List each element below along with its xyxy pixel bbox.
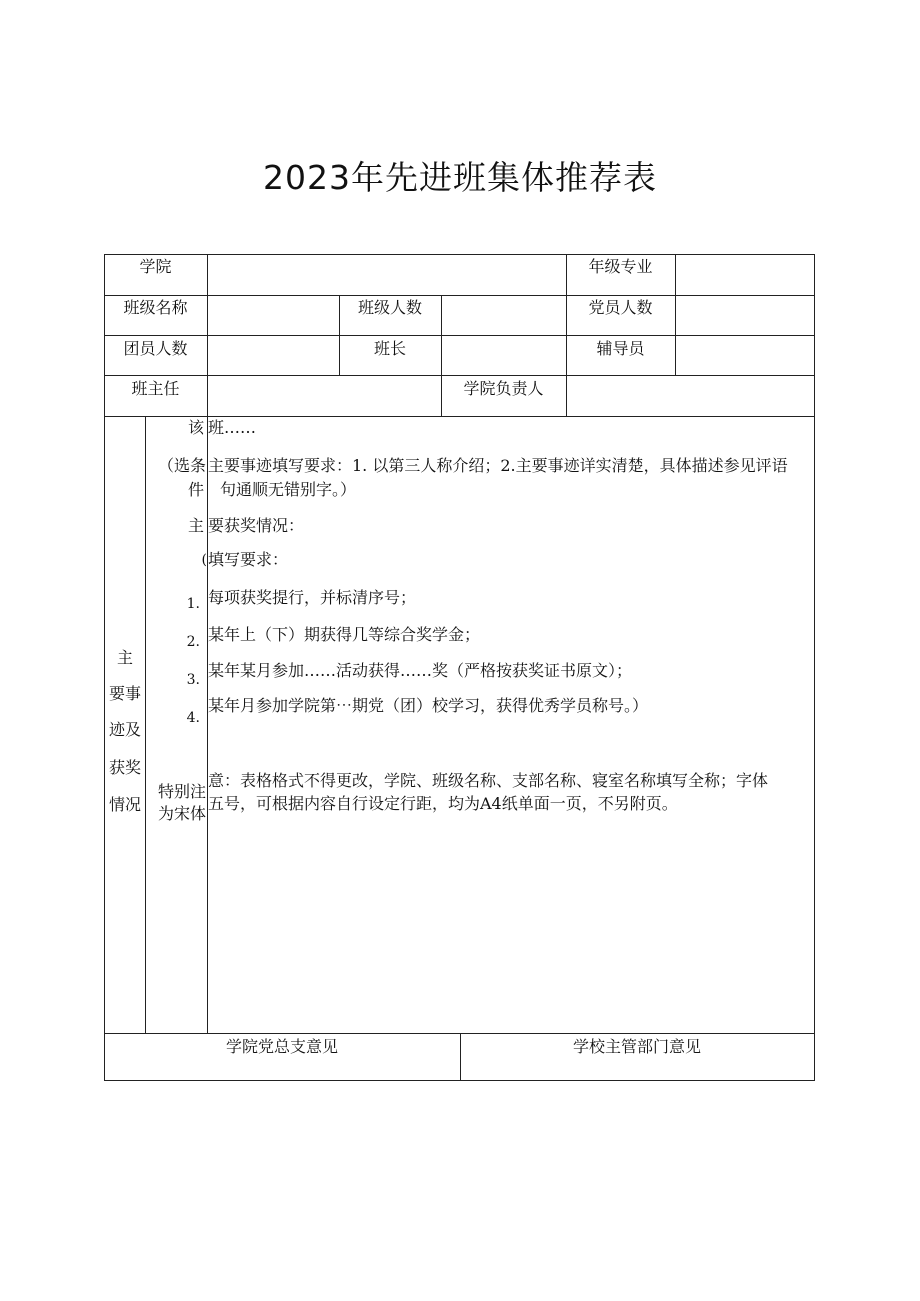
gutter-text: 特别注 bbox=[157, 782, 206, 801]
list-number: 2. bbox=[186, 634, 200, 650]
counselor-input[interactable] bbox=[676, 336, 814, 375]
table-border-bottom bbox=[104, 1080, 815, 1081]
head-teacher-input[interactable] bbox=[208, 376, 441, 416]
gutter-text: 主 bbox=[187, 516, 204, 535]
body-text: 填写要求： bbox=[208, 550, 289, 569]
main-deeds-label-line: 要事 bbox=[108, 684, 141, 703]
list-number: 4. bbox=[186, 710, 200, 726]
main-deeds-label-line: 情况 bbox=[108, 795, 141, 814]
gutter-text: （选条 bbox=[157, 456, 206, 475]
main-deeds-label-line: 迹及 bbox=[108, 720, 141, 739]
main-deeds-content[interactable] bbox=[208, 417, 814, 1033]
list-number: 1. bbox=[186, 596, 200, 612]
body-text: 班…… bbox=[208, 418, 257, 437]
class-name-label: 班级名称 bbox=[123, 298, 188, 317]
monitor-input[interactable] bbox=[442, 336, 566, 375]
gutter-text: 为宋体 bbox=[157, 804, 206, 823]
body-text: 句通顺无错别字。） bbox=[220, 480, 357, 499]
college-input[interactable] bbox=[208, 255, 566, 295]
list-item: 每项获奖提行，并标清序号； bbox=[208, 588, 417, 607]
monitor-label: 班长 bbox=[373, 339, 406, 358]
class-name-input[interactable] bbox=[208, 296, 339, 335]
page-title: 2023年先进班集体推荐表 bbox=[263, 158, 657, 197]
main-deeds-label-line: 获奖 bbox=[108, 758, 141, 777]
main-deeds-label-line: 主 bbox=[116, 648, 133, 667]
note-text: 意：表格格式不得更改，学院、班级名称、支部名称、寝室名称填写全称；字体 bbox=[208, 771, 769, 790]
note-text: 五号，可根据内容自行设定行距，均为A4纸单面一页，不另附页。 bbox=[208, 794, 678, 813]
list-item: 某年某月参加……活动获得……奖（严格按获奖证书原文）； bbox=[208, 661, 633, 680]
list-item: 某年月参加学院第⋯期党（团）校学习，获得优秀学员称号。） bbox=[208, 696, 649, 715]
counselor-label: 辅导员 bbox=[596, 339, 645, 358]
class-size-input[interactable] bbox=[442, 296, 566, 335]
gutter-text: 件 bbox=[187, 480, 204, 499]
gutter-text: ( bbox=[201, 552, 207, 568]
body-text: 主要事迹填写要求：1. 以第三人称介绍；2.主要事迹详实清楚，具体描述参见评语 bbox=[208, 456, 788, 475]
grade-major-input[interactable] bbox=[676, 255, 814, 295]
school-dept-opinion-label: 学校主管部门意见 bbox=[572, 1037, 701, 1056]
college-leader-input[interactable] bbox=[567, 376, 814, 416]
list-number: 3. bbox=[186, 672, 200, 688]
body-text: 要获奖情况： bbox=[208, 516, 305, 535]
table-border-right bbox=[814, 254, 815, 1081]
class-size-label: 班级人数 bbox=[357, 298, 422, 317]
college-leader-label: 学院负责人 bbox=[463, 379, 544, 398]
list-item: 某年上（下）期获得几等综合奖学金； bbox=[208, 625, 481, 644]
college-party-opinion-label: 学院党总支意见 bbox=[225, 1037, 338, 1056]
gutter-text: 该 bbox=[187, 418, 204, 437]
grade-major-label: 年级专业 bbox=[588, 257, 653, 276]
party-members-input[interactable] bbox=[676, 296, 814, 335]
head-teacher-label: 班主任 bbox=[131, 379, 180, 398]
college-party-opinion-field[interactable] bbox=[105, 1058, 460, 1080]
college-label: 学院 bbox=[139, 257, 172, 276]
school-dept-opinion-field[interactable] bbox=[461, 1058, 814, 1080]
league-members-input[interactable] bbox=[208, 336, 339, 375]
party-members-label: 党员人数 bbox=[588, 298, 653, 317]
league-members-label: 团员人数 bbox=[123, 339, 188, 358]
